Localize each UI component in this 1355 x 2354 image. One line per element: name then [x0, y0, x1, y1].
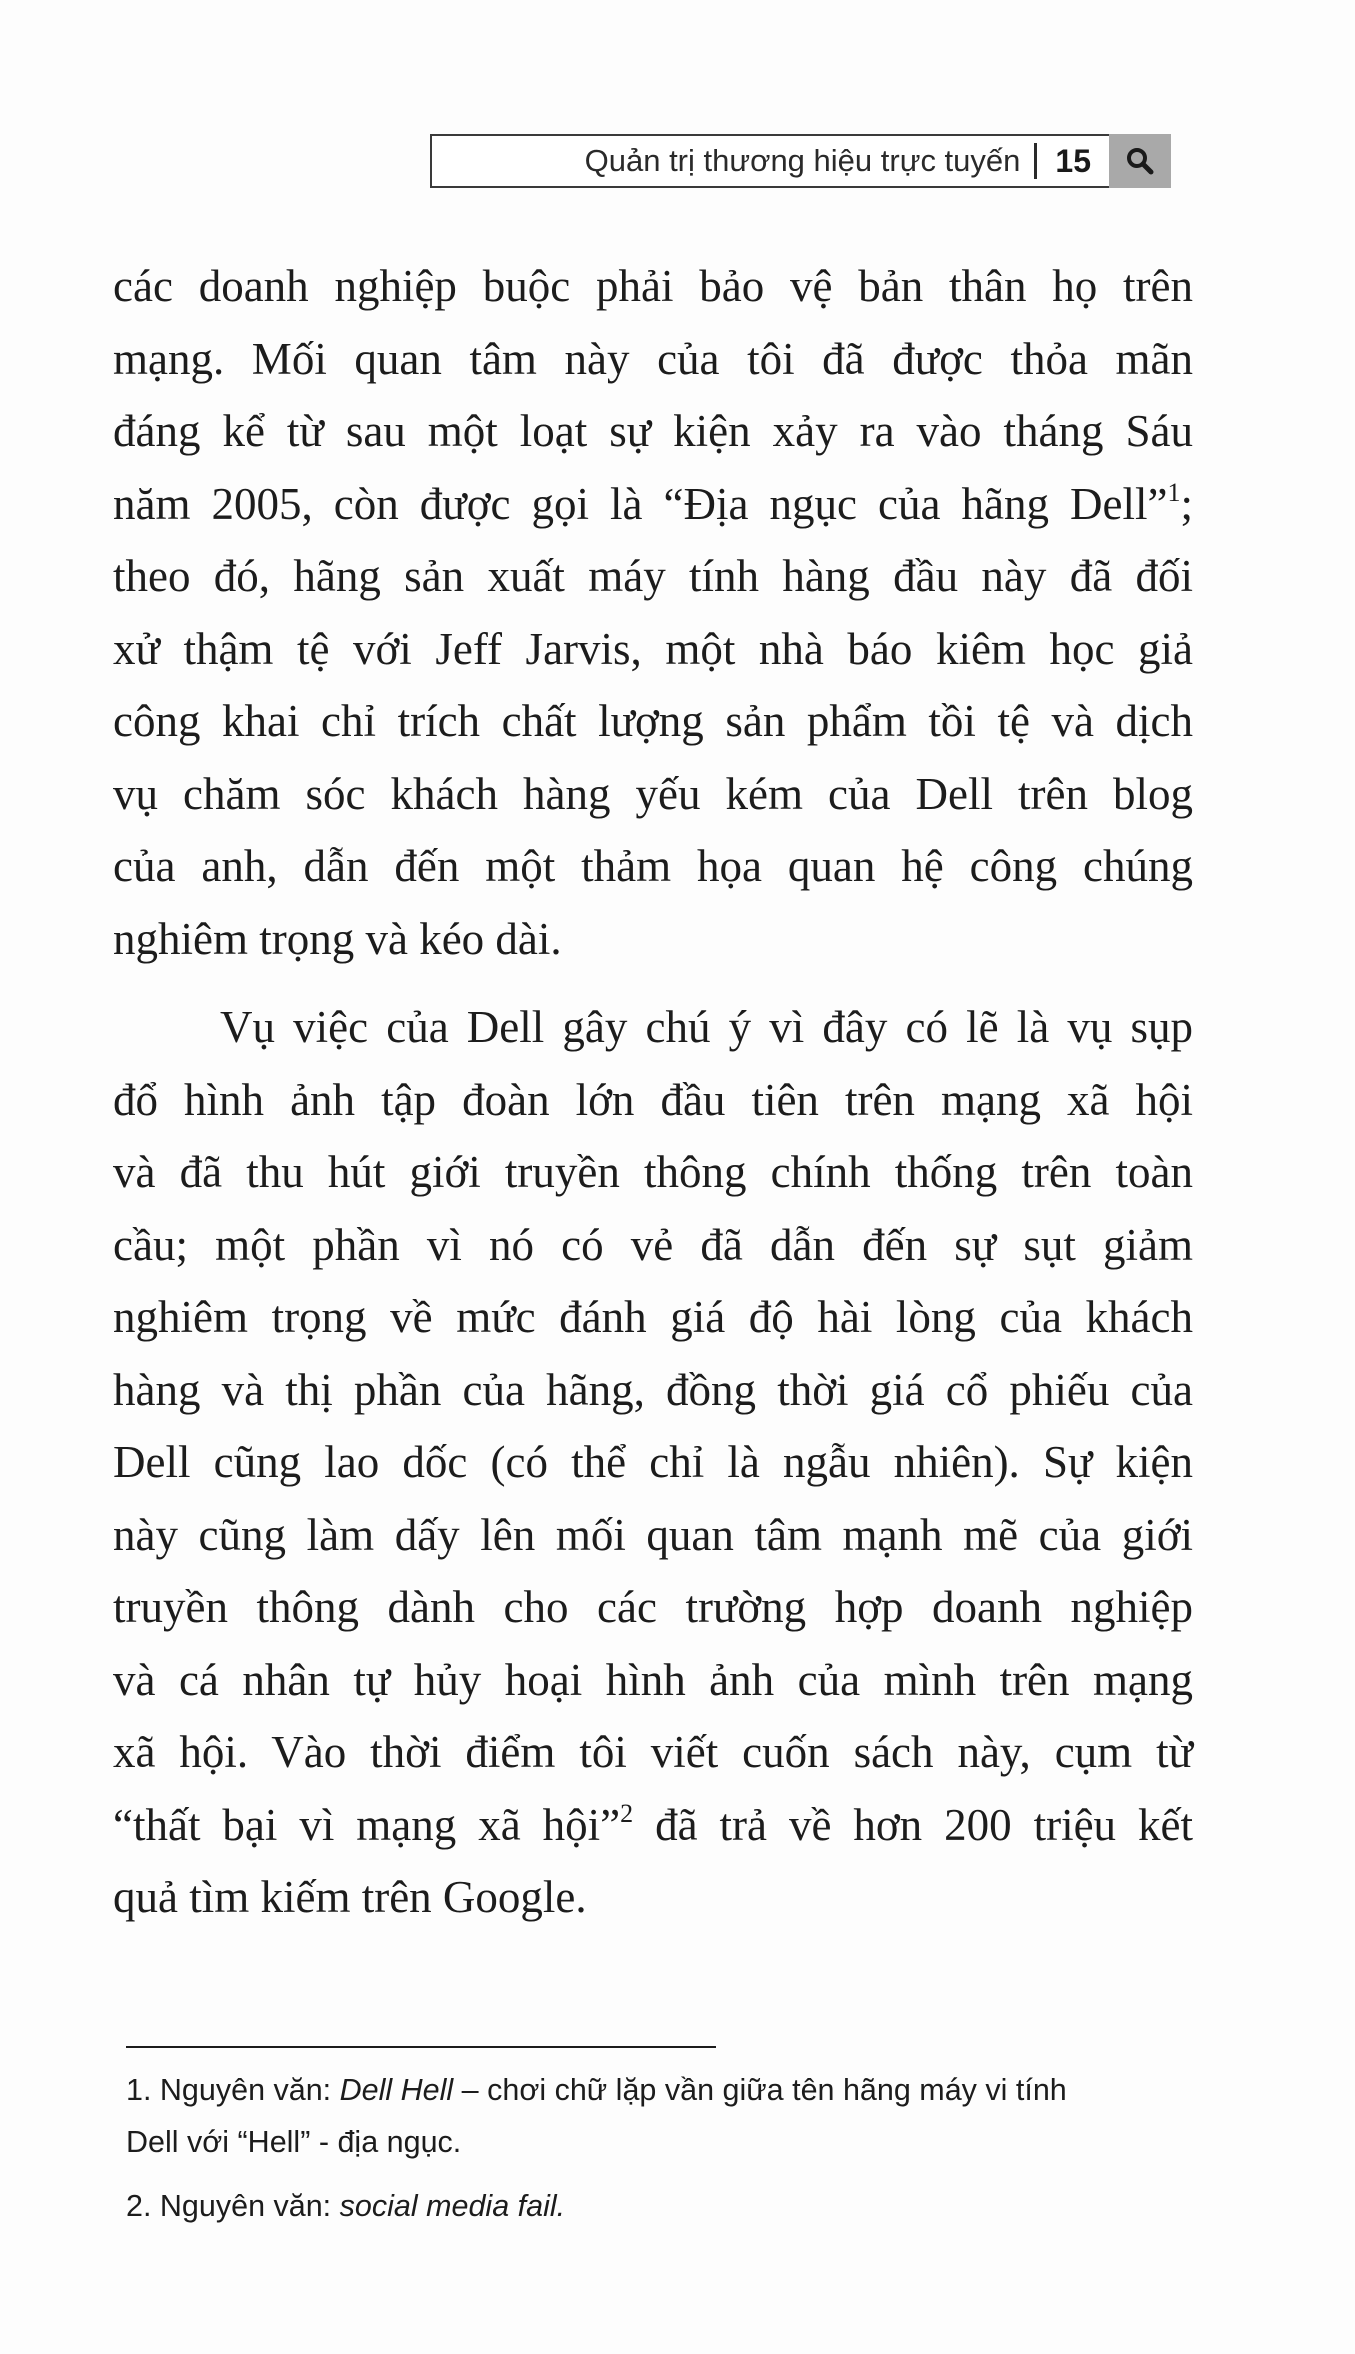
text-line: công khai chỉ trích chất lượng sản phẩm tồi tệ và dịch — [113, 696, 1193, 746]
text-line: vụ chăm sóc khách hàng yếu kém của Dell trên blog — [113, 768, 1193, 819]
text-line: hàng và thị phần của hãng, đồng thời giá cổ phiếu của — [113, 1364, 1193, 1415]
text-line: Vụ việc của Dell gây chú ý vì đây có lẽ là vụ sụp — [220, 1002, 1193, 1052]
footnote-prefix: 1. Nguyên văn: — [126, 2073, 340, 2107]
footnote-text: – chơi chữ lặp vần giữa tên hãng máy vi tính — [453, 2073, 1067, 2107]
page-number: 15 — [1055, 142, 1091, 179]
footnote-2 — [126, 2180, 1206, 2232]
text-line: Dell cũng lao dốc (có thể chỉ là ngẫu nhiên). Sự kiện — [113, 1437, 1193, 1487]
text-fragment: đã trả về hơn 200 triệu kết — [633, 1799, 1193, 1850]
paragraph-2 — [113, 991, 1193, 1934]
text-fragment: ; — [1180, 478, 1193, 529]
text-line: này cũng làm dấy lên mối quan tâm mạnh mẽ của giới — [113, 1509, 1193, 1560]
footnote-prefix: 2. Nguyên văn: — [126, 2189, 340, 2223]
text-fragment: năm 2005, còn được gọi là “Địa ngục của hãng Dell” — [113, 478, 1168, 529]
text-line-with-footnote — [113, 1789, 1193, 1862]
body-text — [113, 250, 1193, 1934]
text-line: cầu; một phần vì nó có vẻ đã dẫn đến sự sụt giảm — [113, 1219, 1193, 1270]
footnote-ref-1: 1 — [1167, 477, 1181, 507]
text-line: quả tìm kiếm trên Google. — [113, 1872, 587, 1922]
running-header-title: Quản trị thương hiệu trực tuyến — [584, 143, 1021, 178]
footnote-text: Dell với “Hell” - địa ngục. — [126, 2125, 462, 2159]
text-line: xã hội. Vào thời điểm tôi viết cuốn sách này, cụm từ — [113, 1727, 1193, 1777]
text-line: và đã thu hút giới truyền thông chính thống trên toàn — [113, 1147, 1193, 1197]
text-line: mạng. Mối quan tâm này của tôi đã được thỏa mãn — [113, 333, 1193, 384]
text-fragment: “thất bại vì mạng xã hội” — [113, 1799, 621, 1850]
text-line: xử thậm tệ với Jeff Jarvis, một nhà báo kiêm học giả — [113, 623, 1193, 674]
text-line: đổ hình ảnh tập đoàn lớn đầu tiên trên mạng xã hội — [113, 1074, 1193, 1125]
text-line: và cá nhân tự hủy hoại hình ảnh của mình trên mạng — [113, 1654, 1193, 1705]
footnote-italic: social media fail. — [339, 2189, 566, 2223]
text-line-with-footnote — [113, 468, 1193, 541]
text-line: theo đó, hãng sản xuất máy tính hàng đầu này đã đối — [113, 551, 1193, 601]
paragraph-1 — [113, 250, 1193, 975]
footnote-italic: Dell Hell — [339, 2073, 454, 2107]
text-line: các doanh nghiệp buộc phải bảo vệ bản thân họ trên — [113, 261, 1193, 311]
text-line: truyền thông dành cho các trường hợp doanh nghiệp — [113, 1582, 1193, 1632]
footnote-divider — [126, 2046, 716, 2048]
text-line: nghiêm trọng về mức đánh giá độ hài lòng của khách — [113, 1292, 1193, 1342]
text-line: của anh, dẫn đến một thảm họa quan hệ công chúng — [113, 841, 1193, 891]
search-icon — [1109, 134, 1171, 188]
running-header — [430, 134, 1171, 188]
footnotes — [126, 2064, 1206, 2232]
footnote-1 — [126, 2064, 1206, 2168]
text-line: đáng kể từ sau một loạt sự kiện xảy ra vào tháng Sáu — [113, 406, 1193, 456]
text-line: nghiêm trọng và kéo dài. — [113, 913, 562, 964]
footnote-ref-2: 2 — [620, 1798, 634, 1828]
